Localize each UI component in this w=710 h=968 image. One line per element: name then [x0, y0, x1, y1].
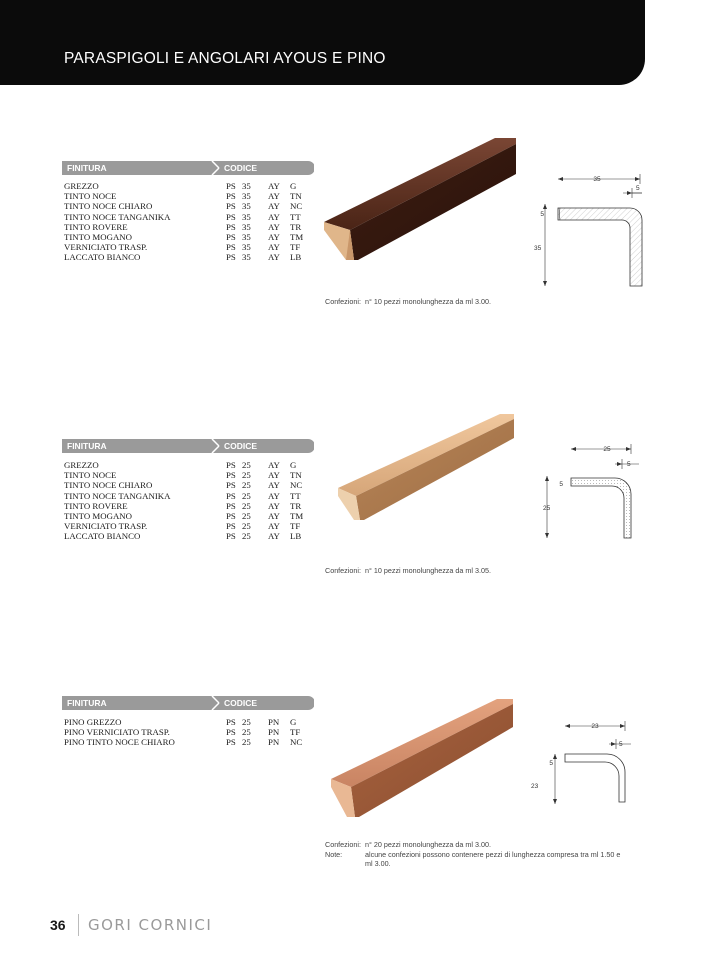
code-wood: AY [268, 470, 280, 481]
finish-name: VERNICIATO TRASP. [64, 242, 148, 253]
code-size: 25 [242, 521, 251, 532]
code-finish: NC [290, 201, 303, 212]
code-finish: TF [290, 521, 301, 532]
packaging-text: n° 10 pezzi monolunghezza da ml 3.05. [365, 566, 491, 575]
finish-name: LACCATO BIANCO [64, 531, 141, 542]
code-prefix: PS [226, 531, 236, 542]
note-label: Note: [325, 850, 343, 859]
dimension-width: 23 [591, 723, 599, 730]
code-prefix: PS [226, 242, 236, 253]
code-prefix: PS [226, 231, 236, 242]
dimension-thickness-side: 5 [559, 481, 563, 488]
code-wood: AY [268, 211, 280, 222]
finish-name: TINTO NOCE TANGANIKA [64, 211, 171, 222]
profile-drawing-ayous-25 [535, 440, 655, 546]
code-finish: NC [290, 480, 303, 491]
code-prefix: PS [226, 470, 236, 481]
dimension-thickness-top: 5 [636, 185, 640, 192]
code-wood: AY [268, 231, 280, 242]
column-header-finitura: FINITURA [67, 441, 107, 451]
finish-name: TINTO NOCE [64, 191, 117, 202]
finish-name: TINTO NOCE [64, 470, 117, 481]
code-size: 35 [242, 242, 251, 253]
code-finish: LB [290, 531, 302, 542]
finish-name: PINO TINTO NOCE CHIARO [64, 737, 175, 748]
code-wood: AY [268, 500, 280, 511]
code-size: 25 [242, 460, 251, 470]
column-header-codice: CODICE [224, 698, 258, 708]
code-wood: AY [268, 242, 280, 253]
code-finish: TM [290, 231, 304, 242]
code-wood: AY [268, 252, 280, 263]
code-wood: AY [268, 221, 280, 232]
code-prefix: PS [226, 717, 236, 727]
code-wood: AY [268, 181, 280, 191]
note-text-line-1: alcune confezioni possono contenere pezzi di lunghezza compresa tra ml 1.50 e [365, 850, 621, 859]
finish-name: TINTO NOCE CHIARO [64, 201, 153, 212]
code-finish: TT [290, 490, 301, 501]
code-size: 25 [242, 500, 251, 511]
code-size: 25 [242, 727, 251, 738]
code-wood: PN [268, 717, 280, 727]
code-prefix: PS [226, 191, 236, 202]
code-prefix: PS [226, 221, 236, 232]
code-wood: PN [268, 727, 280, 738]
code-size: 35 [242, 201, 251, 212]
code-prefix: PS [226, 252, 236, 263]
code-wood: AY [268, 480, 280, 491]
finish-name: TINTO NOCE CHIARO [64, 480, 153, 491]
table-header [62, 696, 314, 710]
code-prefix: PS [226, 521, 236, 532]
code-wood: AY [268, 490, 280, 501]
dimension-height: 23 [531, 783, 539, 790]
dimension-width: 25 [603, 446, 611, 453]
product-image-ayous-35 [320, 134, 525, 266]
code-finish: G [290, 460, 297, 470]
finish-name: VERNICIATO TRASP. [64, 521, 148, 532]
code-prefix: PS [226, 181, 236, 191]
code-finish: TF [290, 242, 301, 253]
code-prefix: PS [226, 490, 236, 501]
code-size: 35 [242, 231, 251, 242]
code-finish: G [290, 717, 297, 727]
finish-name: LACCATO BIANCO [64, 252, 141, 263]
code-finish: TF [290, 727, 301, 738]
dimension-height: 35 [534, 245, 542, 252]
header-banner [0, 0, 645, 85]
code-size: 35 [242, 221, 251, 232]
code-size: 25 [242, 510, 251, 521]
finish-name: TINTO MOGANO [64, 231, 133, 242]
packaging-label: Confezioni: [325, 297, 361, 306]
code-finish: TT [290, 211, 301, 222]
code-finish: NC [290, 737, 303, 748]
packaging-text: n° 10 pezzi monolunghezza da ml 3.00. [365, 297, 491, 306]
product-image-ayous-25 [332, 410, 522, 530]
code-wood: AY [268, 191, 280, 202]
finish-name: GREZZO [64, 460, 99, 470]
code-wood: AY [268, 460, 280, 470]
code-prefix: PS [226, 737, 236, 748]
column-header-finitura: FINITURA [67, 698, 107, 708]
finish-name: PINO GREZZO [64, 717, 122, 727]
packaging-text: n° 20 pezzi monolunghezza da ml 3.00. [365, 840, 491, 849]
product-image-pino-25 [325, 695, 520, 825]
column-header-finitura: FINITURA [67, 163, 107, 173]
code-finish: G [290, 181, 297, 191]
dimension-thickness-side: 5 [549, 760, 553, 767]
page-title: PARASPIGOLI E ANGOLARI AYOUS E PINO [64, 50, 386, 67]
dimension-height: 25 [543, 505, 551, 512]
code-size: 25 [242, 717, 251, 727]
dimension-thickness-top: 5 [627, 461, 631, 468]
code-prefix: PS [226, 500, 236, 511]
brand-logo: GORI CORNICI [88, 916, 213, 934]
code-wood: AY [268, 531, 280, 542]
footer-divider [78, 914, 79, 936]
note-text-line-2: ml 3.00. [365, 859, 391, 868]
dimension-thickness-top: 5 [619, 741, 623, 748]
code-finish: TR [290, 221, 302, 232]
code-finish: TN [290, 191, 302, 202]
code-wood: AY [268, 510, 280, 521]
code-size: 25 [242, 480, 251, 491]
finish-name: TINTO ROVERE [64, 221, 128, 232]
profile-drawing-pino-25 [525, 718, 645, 808]
code-size: 25 [242, 490, 251, 501]
finish-name: PINO VERNICIATO TRASP. [64, 727, 170, 738]
code-size: 35 [242, 211, 251, 222]
code-prefix: PS [226, 480, 236, 491]
code-finish: LB [290, 252, 302, 263]
code-finish: TR [290, 500, 302, 511]
packaging-label: Confezioni: [325, 840, 361, 849]
code-size: 25 [242, 737, 251, 748]
code-size: 35 [242, 191, 251, 202]
code-wood: PN [268, 737, 280, 748]
code-prefix: PS [226, 460, 236, 470]
code-finish: TN [290, 470, 302, 481]
code-wood: AY [268, 201, 280, 212]
packaging-label: Confezioni: [325, 566, 361, 575]
code-prefix: PS [226, 201, 236, 212]
finish-name: TINTO MOGANO [64, 510, 133, 521]
code-size: 25 [242, 470, 251, 481]
code-prefix: PS [226, 510, 236, 521]
code-finish: TM [290, 510, 304, 521]
code-size: 25 [242, 531, 251, 542]
page-number: 36 [50, 917, 66, 933]
table-header [62, 439, 314, 453]
finish-name: TINTO NOCE TANGANIKA [64, 490, 171, 501]
column-header-codice: CODICE [224, 163, 258, 173]
code-size: 35 [242, 252, 251, 263]
column-header-codice: CODICE [224, 441, 258, 451]
code-prefix: PS [226, 727, 236, 738]
dimension-thickness-side: 5 [540, 211, 544, 218]
finish-name: TINTO ROVERE [64, 500, 128, 511]
code-wood: AY [268, 521, 280, 532]
finish-name: GREZZO [64, 181, 99, 191]
table-header [62, 161, 314, 175]
code-prefix: PS [226, 211, 236, 222]
code-size: 35 [242, 181, 251, 191]
dimension-width: 35 [593, 176, 601, 183]
profile-drawing-ayous-35 [520, 168, 660, 296]
